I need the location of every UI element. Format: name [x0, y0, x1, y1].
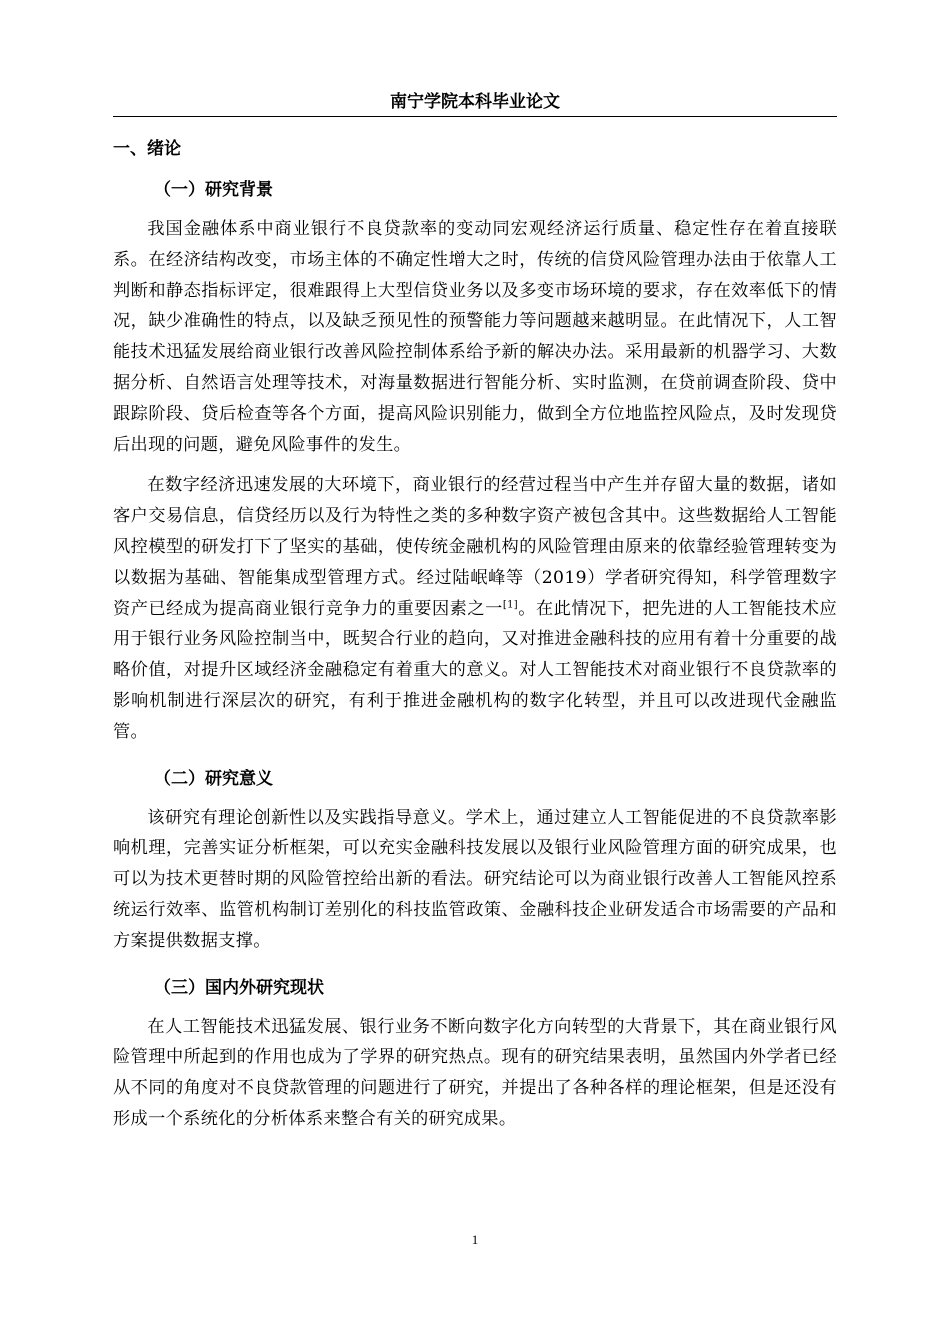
subsection-heading-background: （一）研究背景: [154, 180, 273, 200]
paragraph-background-2-part-b: 。在此情况下，把先进的人工智能技术应用于银行业务风险控制当中，既契合行业的趋向，又对推进金融科技的应用有着十分重要的战略价值，对提升区域经济金融稳定有着重大的意义。对人工智能技术对商业银行不良贷款率的影响机制进行深层次的研究，有利于推进金融机构的数字化转型，并且可以改进现代金融监管。: [113, 598, 837, 742]
subsection-heading-research-status: （三）国内外研究现状: [154, 977, 324, 998]
paragraph-research-status-1: 在人工智能技术迅猛发展、银行业务不断向数字化方向转型的大背景下，其在商业银行风险管理中所起到的作用也成为了学界的研究热点。现有的研究结果表明，虽然国内外学者已经从不同的角度对不良贷款管理的问题进行了研究，并提出了各种各样的理论框架，但是还没有形成一个系统化的分析体系来整合有关的研究成果。: [113, 1016, 837, 1129]
document-body: [113, 134, 837, 1145]
paragraph-background-1: 我国金融体系中商业银行不良贷款率的变动同宏观经济运行质量、稳定性存在着直接联系。在经济结构改变，市场主体的不确定性增大之时，传统的信贷风险管理办法由于依靠人工判断和静态指标评定，很难跟得上大型信贷业务以及多变市场环境的要求，存在效率低下的情况，缺少准确性的特点，以及缺乏预见性的预警能力等问题越来越明显。在此情况下，人工智能技术迅猛发展给商业银行改善风险控制体系给予新的解决办法。采用最新的机器学习、大数据分析、自然语言处理等技术，对海量数据进行智能分析、实时监测，在贷前调查阶段、贷中跟踪阶段、贷后检查等各个方面，提高风险识别能力，做到全方位地监控风险点，及时发现贷后出现的问题，避免风险事件的发生。: [113, 219, 837, 455]
citation-ref-1[interactable]: [1]: [502, 598, 519, 610]
section-heading-introduction: 一、绪论: [113, 139, 181, 159]
subsection-heading-significance: （二）研究意义: [154, 768, 273, 789]
paragraph-background-2-part-a: 在数字经济迅速发展的大环境下，商业银行的经营过程当中产生并存留大量的数据，诸如客户交易信息，信贷经历以及行为特性之类的多种数字资产被包含其中。这些数据给人工智能风控模型的研发打下了坚实的基础，使传统金融机构的风险管理由原来的依靠经验管理转变为以数据为基础、智能集成型管理方式。经过陆岷峰等（2019）学者研究得知，科学管理数字资产已经成为提高商业银行竞争力的重要因素之一: [113, 475, 837, 619]
page-header: 南宁学院本科毕业论文: [113, 90, 837, 117]
paragraph-background-2: [113, 470, 837, 747]
paragraph-significance-1: 该研究有理论创新性以及实践指导意义。学术上，通过建立人工智能促进的不良贷款率影响机理，完善实证分析框架，可以充实金融科技发展以及银行业风险管理方面的研究成果，也可以为技术更替时期的风险管控给出新的看法。研究结论可以为商业银行改善人工智能风控系统运行效率、监管机构制订差别化的科技监管政策、金融科技企业研发适合市场需要的产品和方案提供数据支撑。: [113, 807, 837, 951]
page-number: 1: [471, 1232, 479, 1247]
